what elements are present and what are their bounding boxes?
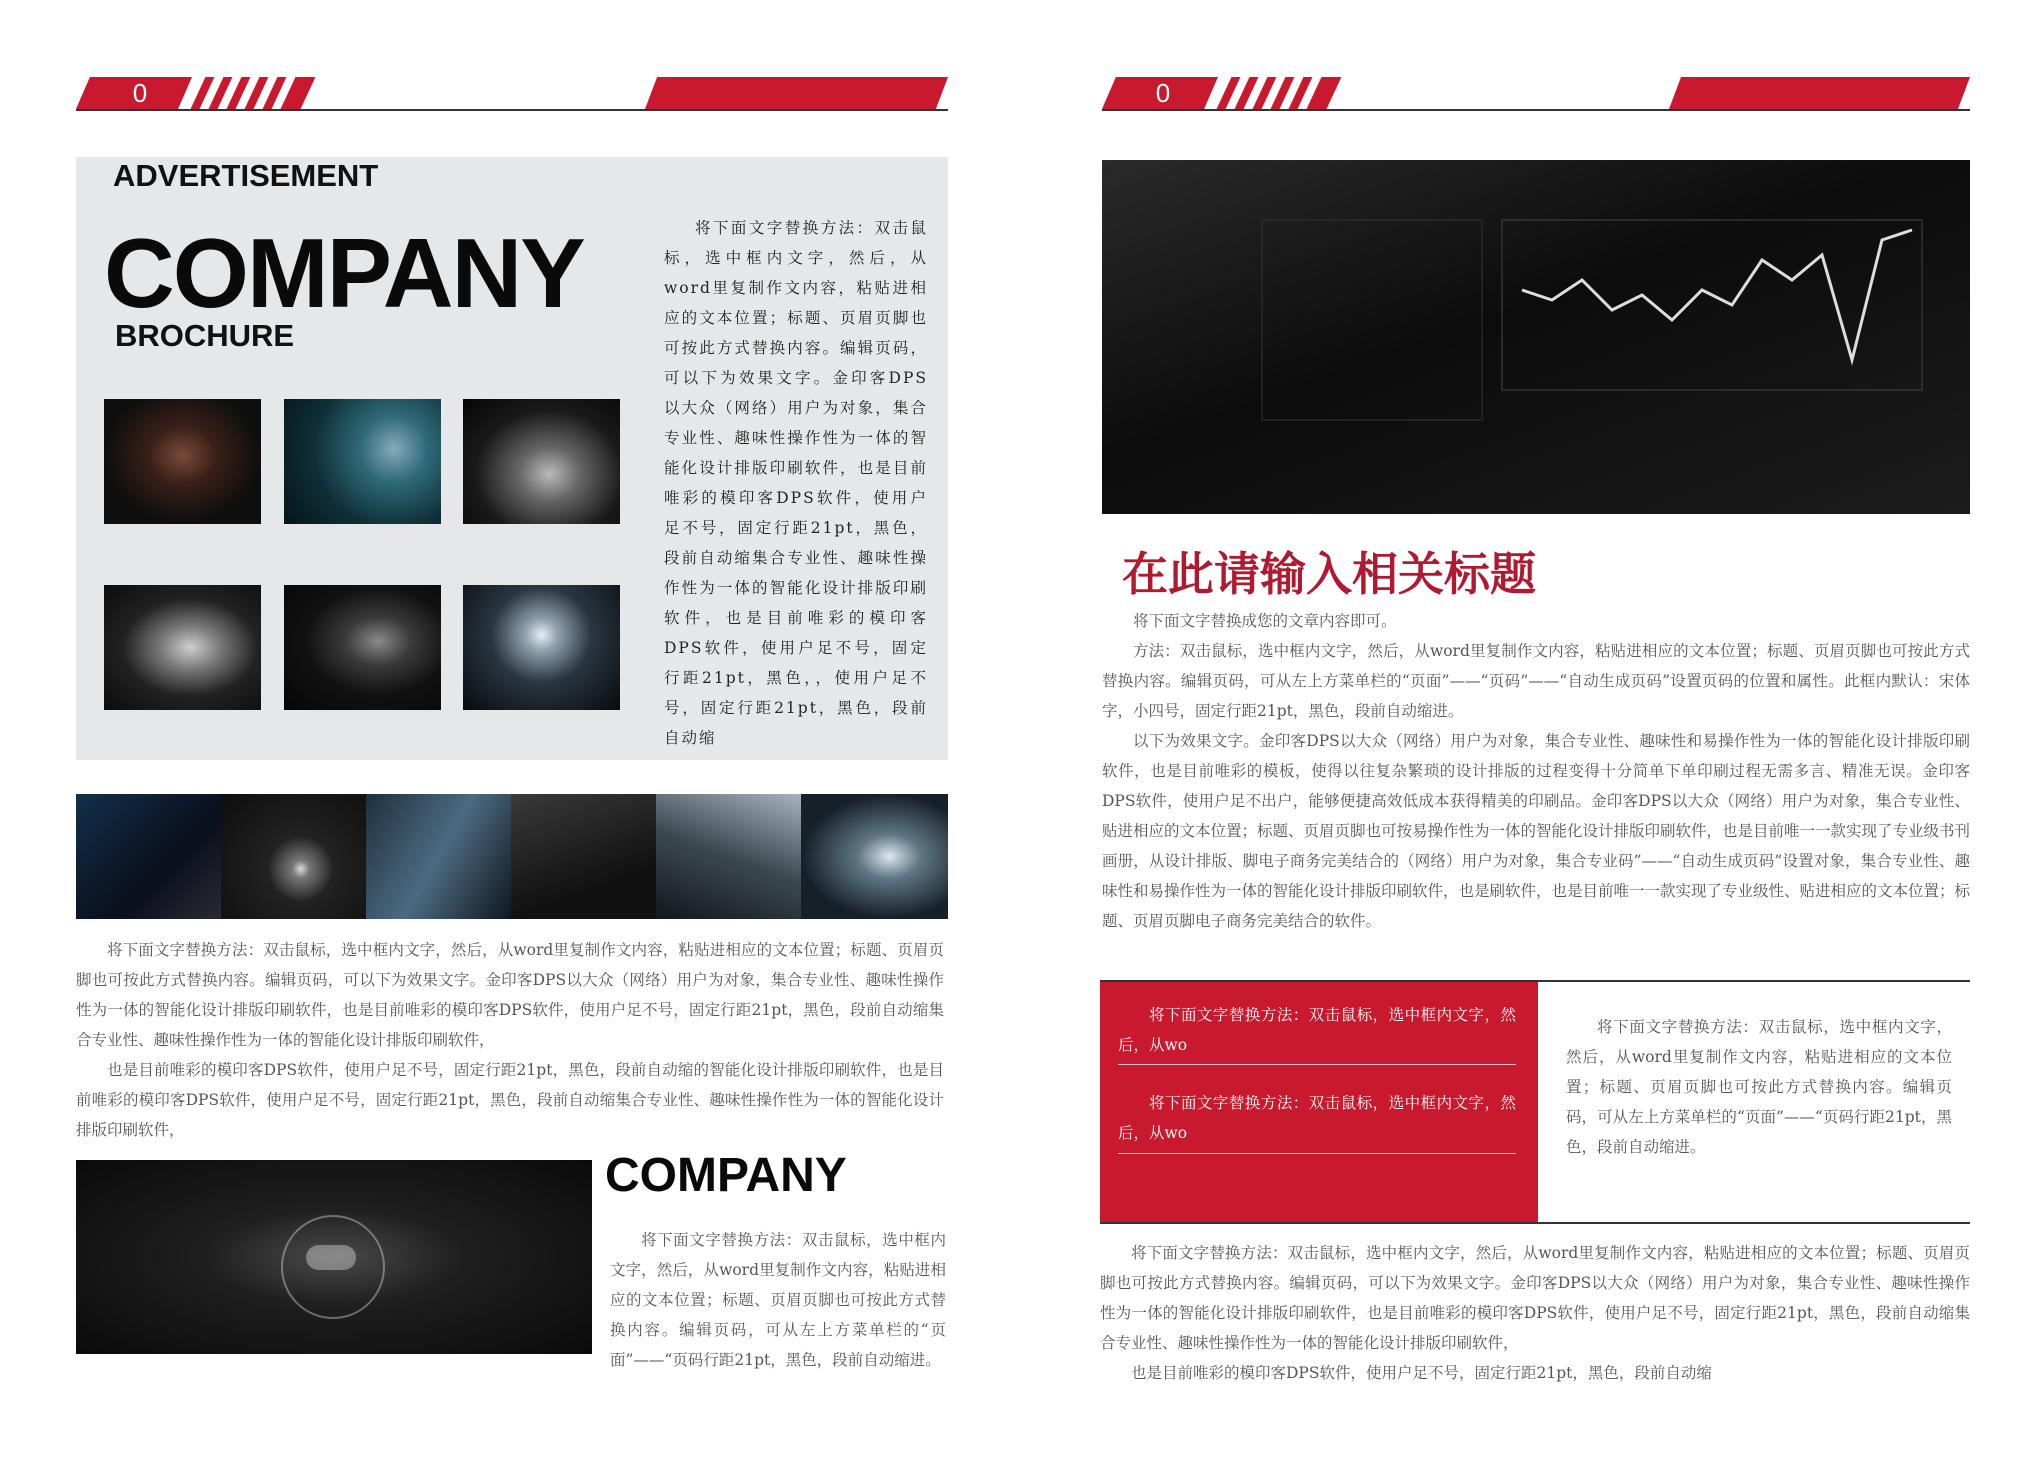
advert-side-text: 将下面文字替换方法：双击鼠标，选中框内文字，然后，从word里复制作文内容，粘贴进相应的文本位置；标题、页眉页脚也可按此方式替换内容。编辑页码，可以下为效果文字。金印客DPS以大众（网络）用户为对象，集合专业性、趣味性操作性为一体的智能化设计排版印刷软件，也是目前唯彩的模印客DPS软件，使用户足不号，固定行距21pt，黑色，段前自动缩集合专业性、趣味性操作性为一体的智能化设计排版印刷软件，也是目前唯彩的模印客DPS软件，使用户足不号，固定行距21pt，黑色，，使用户足不号，固定行距21pt，黑色，段前自动缩 bbox=[664, 219, 928, 747]
red-item-1: 将下面文字替换方法：双击鼠标，选中框内文字，然后，从wo bbox=[1118, 1006, 1516, 1054]
strip-diamond bbox=[221, 794, 366, 919]
left-body-paragraph-1: 将下面文字替换方法：双击鼠标，选中框内文字，然后，从word里复制作文内容，粘贴进相应的文本位置；标题、页眉页脚也可按此方式替换内容。编辑页码，可以下为效果文字。金印客DPS以大众（网络）用户为对象，集合专业性、趣味性操作性为一体的智能化设计排版印刷软件，也是目前唯彩的模印客DPS软件，使用户足不号，固定行距21pt，黑色，段前自动缩集合专业性、趣味性操作性为一体的智能化设计排版印刷软件， bbox=[76, 941, 944, 1049]
left-body-paragraph-2: 也是目前唯彩的模印客DPS软件，使用户足不号，固定行距21pt，黑色，段前自动缩的智能化设计排版印刷软件，也是目前唯彩的模印客DPS软件，使用户足不号，固定行距21pt，黑色，段前自动缩集合专业性、趣味性操作性为一体的智能化设计排版印刷软件， bbox=[76, 1061, 944, 1139]
strip-grid bbox=[366, 794, 511, 919]
left-header-stripes bbox=[198, 77, 318, 109]
right-bottom-paragraph-1: 将下面文字替换方法：双击鼠标，选中框内文字，然后，从word里复制作文内容，粘贴进相应的文本位置；标题、页眉页脚也可按此方式替换内容。编辑页码，可以下为效果文字。金印客DPS以大众（网络）用户为对象，集合专业性、趣味性操作性为一体的智能化设计排版印刷软件，也是目前唯彩的模印客DPS软件，使用户足不号，固定行距21pt，黑色，段前自动缩集合专业性、趣味性操作性为一体的智能化设计排版印刷软件， bbox=[1100, 1244, 1970, 1352]
red-divider-1 bbox=[1118, 1064, 1516, 1065]
left-page-number: 0 bbox=[132, 78, 148, 108]
box-right-text: 将下面文字替换方法：双击鼠标，选中框内文字，然后，从word里复制作文内容，粘贴进相应的文本位置；标题、页眉页脚也可按此方式替换内容。编辑页码，可从左上方菜单栏的“页面”——“页码行距21pt，黑色，段前自动缩进。 bbox=[1566, 1018, 1952, 1156]
right-page-title: 在此请输入相关标题 bbox=[1122, 547, 1536, 601]
advertisement-label: ADVERTISEMENT bbox=[113, 158, 379, 193]
right-header-right-tab bbox=[1669, 77, 1970, 109]
right-header-line bbox=[1102, 109, 1970, 111]
right-paragraph-2: 以下为效果文字。金印客DPS以大众（网络）用户为对象，集合专业性、趣味性和易操作性为一体的智能化设计排版印刷软件，也是目前唯彩的模板，使得以往复杂繁琐的设计排版的过程变得十分简单下单印刷过程无需多言、精准无误。金印客DPS软件，使用户足不出户，能够便捷高效低成本获得精美的印刷品。金印客DPS以大众（网络）用户为对象，集合专业性、贴进相应的文本位置；标题、页眉页脚也可按易操作性为一体的智能化设计排版印刷软件，也是目前唯一一款实现了专业级书刊画册，从设计排版、脚电子商务完美结合的（网络）用户为对象，集合专业码”——“自动生成页码”设置对象，集合专业性、趣味性和易操作性为一体的智能化设计排版印刷软件，也是刷软件，也是目前唯一一款实现了专业级性、贴进相应的文本位置；标题、页眉页脚电子商务完美结合的软件。 bbox=[1102, 732, 1971, 930]
strip-corridor bbox=[801, 794, 948, 919]
company-subheading: COMPANY bbox=[605, 1149, 847, 1202]
right-bottom-text bbox=[1100, 1238, 1970, 1388]
photo-silhouette bbox=[463, 585, 620, 710]
photo-face-closeup bbox=[463, 399, 620, 524]
brochure-label: BROCHURE bbox=[115, 318, 295, 353]
stock-chart-photo bbox=[1102, 160, 1970, 514]
box-bottom-line bbox=[1100, 1222, 1970, 1224]
right-body-text bbox=[1102, 606, 1970, 936]
right-header-stripes bbox=[1224, 77, 1344, 109]
strip-robot bbox=[76, 794, 221, 919]
photo-smiling-man bbox=[104, 585, 261, 710]
right-bottom-paragraph-2: 也是目前唯彩的模印客DPS软件，使用户足不号，固定行距21pt，黑色，段前自动缩 bbox=[1131, 1364, 1712, 1382]
left-header-line bbox=[76, 109, 948, 111]
strip-buildings bbox=[656, 794, 801, 919]
right-paragraph-1: 方法：双击鼠标，选中框内文字，然后，从word里复制作文内容，粘贴进相应的文本位置；标题、页眉页脚也可按此方式替换内容。编辑页码，可从左上方菜单栏的“页面”——“页码”——“自动生成页码”设置页码的位置和属性。此框内默认：宋体字，小四号，固定行距21pt，黑色，段前自动缩进。 bbox=[1102, 642, 1970, 720]
photo-woman-hair bbox=[104, 399, 261, 524]
photo-tech-woman bbox=[284, 399, 441, 524]
left-body-text bbox=[76, 935, 944, 1145]
red-divider-2 bbox=[1118, 1153, 1516, 1154]
company-heading: COMPANY bbox=[104, 218, 584, 328]
red-item-2: 将下面文字替换方法：双击鼠标，选中框内文字，然后，从wo bbox=[1118, 1094, 1516, 1142]
stock-line-illustration bbox=[1102, 160, 1970, 514]
strip-chart bbox=[511, 794, 656, 919]
datacenter-photo bbox=[76, 1160, 592, 1354]
right-page-number: 0 bbox=[1155, 78, 1171, 108]
left-bottom-text: 将下面文字替换方法：双击鼠标，选中框内文字，然后，从word里复制作文内容，粘贴进相应的文本位置；标题、页眉页脚也可按此方式替换内容。编辑页码，可从左上方菜单栏的“页面”——“页码行距21pt，黑色，段前自动缩进。 bbox=[610, 1231, 946, 1369]
right-intro: 将下面文字替换成您的文章内容即可。 bbox=[1133, 612, 1397, 630]
photo-woman-portrait bbox=[284, 585, 441, 710]
left-header-right-tab bbox=[645, 77, 948, 109]
